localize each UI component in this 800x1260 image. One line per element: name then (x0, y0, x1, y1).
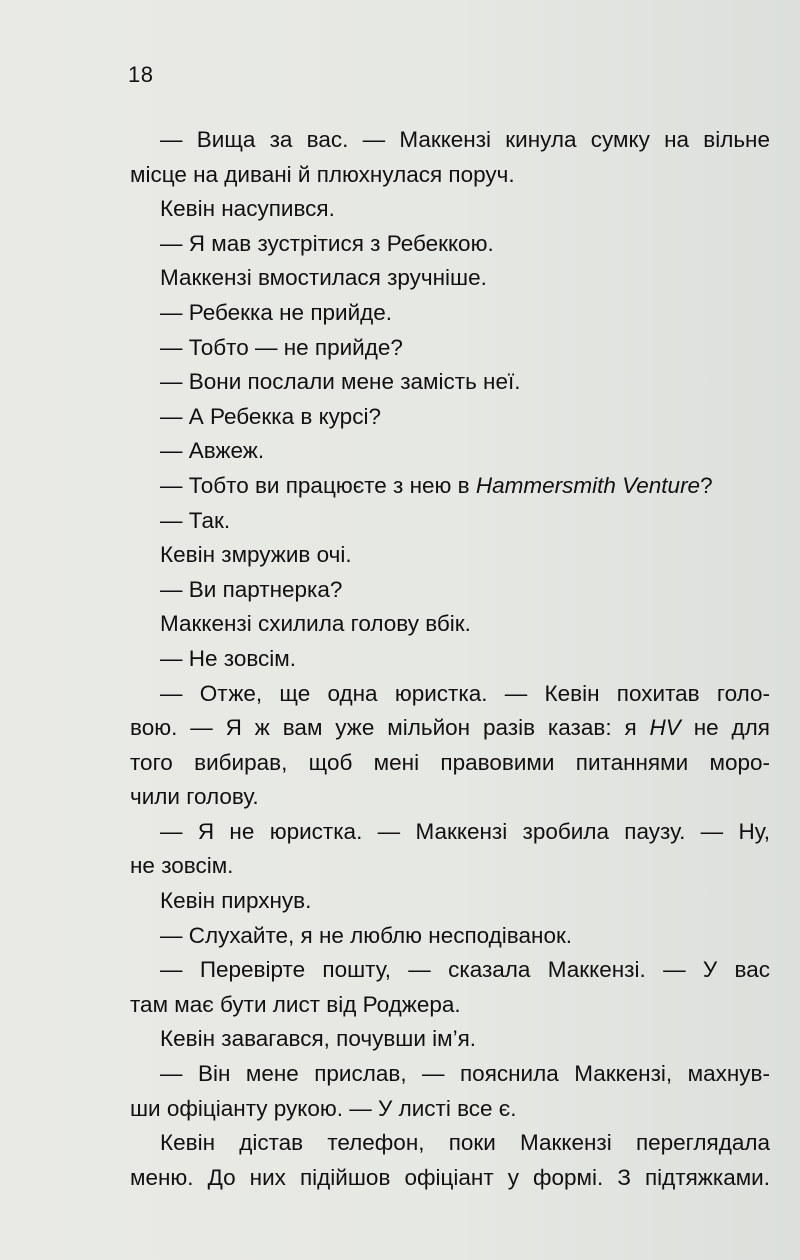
text-segment: Кевін змружив очі. (160, 542, 352, 568)
text-line (130, 296, 770, 331)
text-line (130, 884, 770, 919)
text-segment: вою. — Я ж вам уже мільйон разів казав: я (130, 715, 650, 741)
text-segment: Маккензі вмостилася зручніше. (160, 265, 487, 291)
text-line (130, 1092, 770, 1127)
text-line (130, 815, 770, 850)
text-segment: — Отже, ще одна юристка. — Кевін похитав голо- (160, 680, 770, 706)
text-segment: — Тобто — не прийде? (160, 334, 403, 360)
text-segment: — Авжеж. (160, 438, 265, 464)
text-segment: Кевін дістав телефон, поки Маккензі переглядала (160, 1130, 770, 1156)
text-segment: — Так. (160, 507, 231, 533)
text-line (130, 192, 770, 227)
text-line (130, 1126, 770, 1161)
text-segment: чили голову. (130, 784, 259, 810)
text-line (130, 227, 770, 262)
text-line (130, 988, 770, 1023)
italic-text: HV (649, 715, 681, 741)
text-line (130, 469, 770, 504)
text-segment: Маккензі схилила голову вбік. (160, 611, 471, 637)
text-line (130, 919, 770, 954)
text-segment: — Ви партнерка? (160, 576, 343, 602)
body-text (130, 123, 770, 1195)
text-segment: ? (700, 472, 713, 498)
text-segment: там має бути лист від Роджера. (130, 991, 461, 1017)
text-line (130, 400, 770, 435)
text-line (130, 1161, 770, 1196)
text-line (130, 711, 770, 746)
text-segment: меню. До них підійшов офіціант у формі. З підтяжками. (130, 1164, 770, 1190)
text-segment: — Я не юристка. — Маккензі зробила паузу. — Ну, (160, 818, 770, 844)
text-line (130, 158, 770, 193)
text-line (130, 746, 770, 781)
text-line (130, 331, 770, 366)
text-segment: Кевін насупився. (160, 196, 335, 222)
text-segment: — Вища за вас. — Маккензі кинула сумку на вільне (160, 127, 770, 152)
text-line (130, 1022, 770, 1057)
text-segment: — Слухайте, я не люблю несподіванок. (160, 922, 573, 948)
text-line (130, 434, 770, 469)
text-line (130, 123, 770, 158)
text-segment: Кевін пирхнув. (160, 888, 312, 914)
text-segment: — Перевірте пошту, — сказала Маккензі. — У вас (160, 957, 770, 983)
text-line (130, 504, 770, 539)
text-line (130, 780, 770, 815)
text-line (130, 607, 770, 642)
text-segment: — Він мене прислав, — пояснила Маккензі, махнув- (160, 1061, 770, 1087)
text-segment: — А Ребекка в курсі? (160, 403, 381, 429)
text-segment: не зовсім. (130, 853, 234, 879)
text-segment: ши офіціанту рукою. — У листі все є. (130, 1095, 517, 1121)
text-segment: — Ребекка не прийде. (160, 299, 393, 325)
text-line (130, 261, 770, 296)
text-line (130, 849, 770, 884)
text-segment: — Тобто ви працюєте з нею в (160, 472, 476, 498)
text-line (130, 953, 770, 988)
text-line (130, 365, 770, 400)
page-number: 18 (128, 62, 154, 87)
text-segment: — Я мав зустрітися з Ребеккою. (160, 230, 494, 256)
text-line (130, 677, 770, 712)
text-segment: — Вони послали мене замість неї. (160, 369, 521, 395)
text-segment: — Не зовсім. (160, 645, 297, 671)
text-segment: місце на дивані й плюхнулася поруч. (130, 161, 515, 187)
text-line (130, 642, 770, 677)
text-line (130, 538, 770, 573)
text-line (130, 573, 770, 608)
text-line (130, 1057, 770, 1092)
text-segment: не для (680, 715, 770, 741)
text-segment: того вибирав, щоб мені правовими питаннями моро- (130, 749, 770, 775)
italic-text: Hammersmith Venture (475, 472, 701, 498)
text-segment: Кевін завагався, почувши ім’я. (160, 1026, 477, 1052)
